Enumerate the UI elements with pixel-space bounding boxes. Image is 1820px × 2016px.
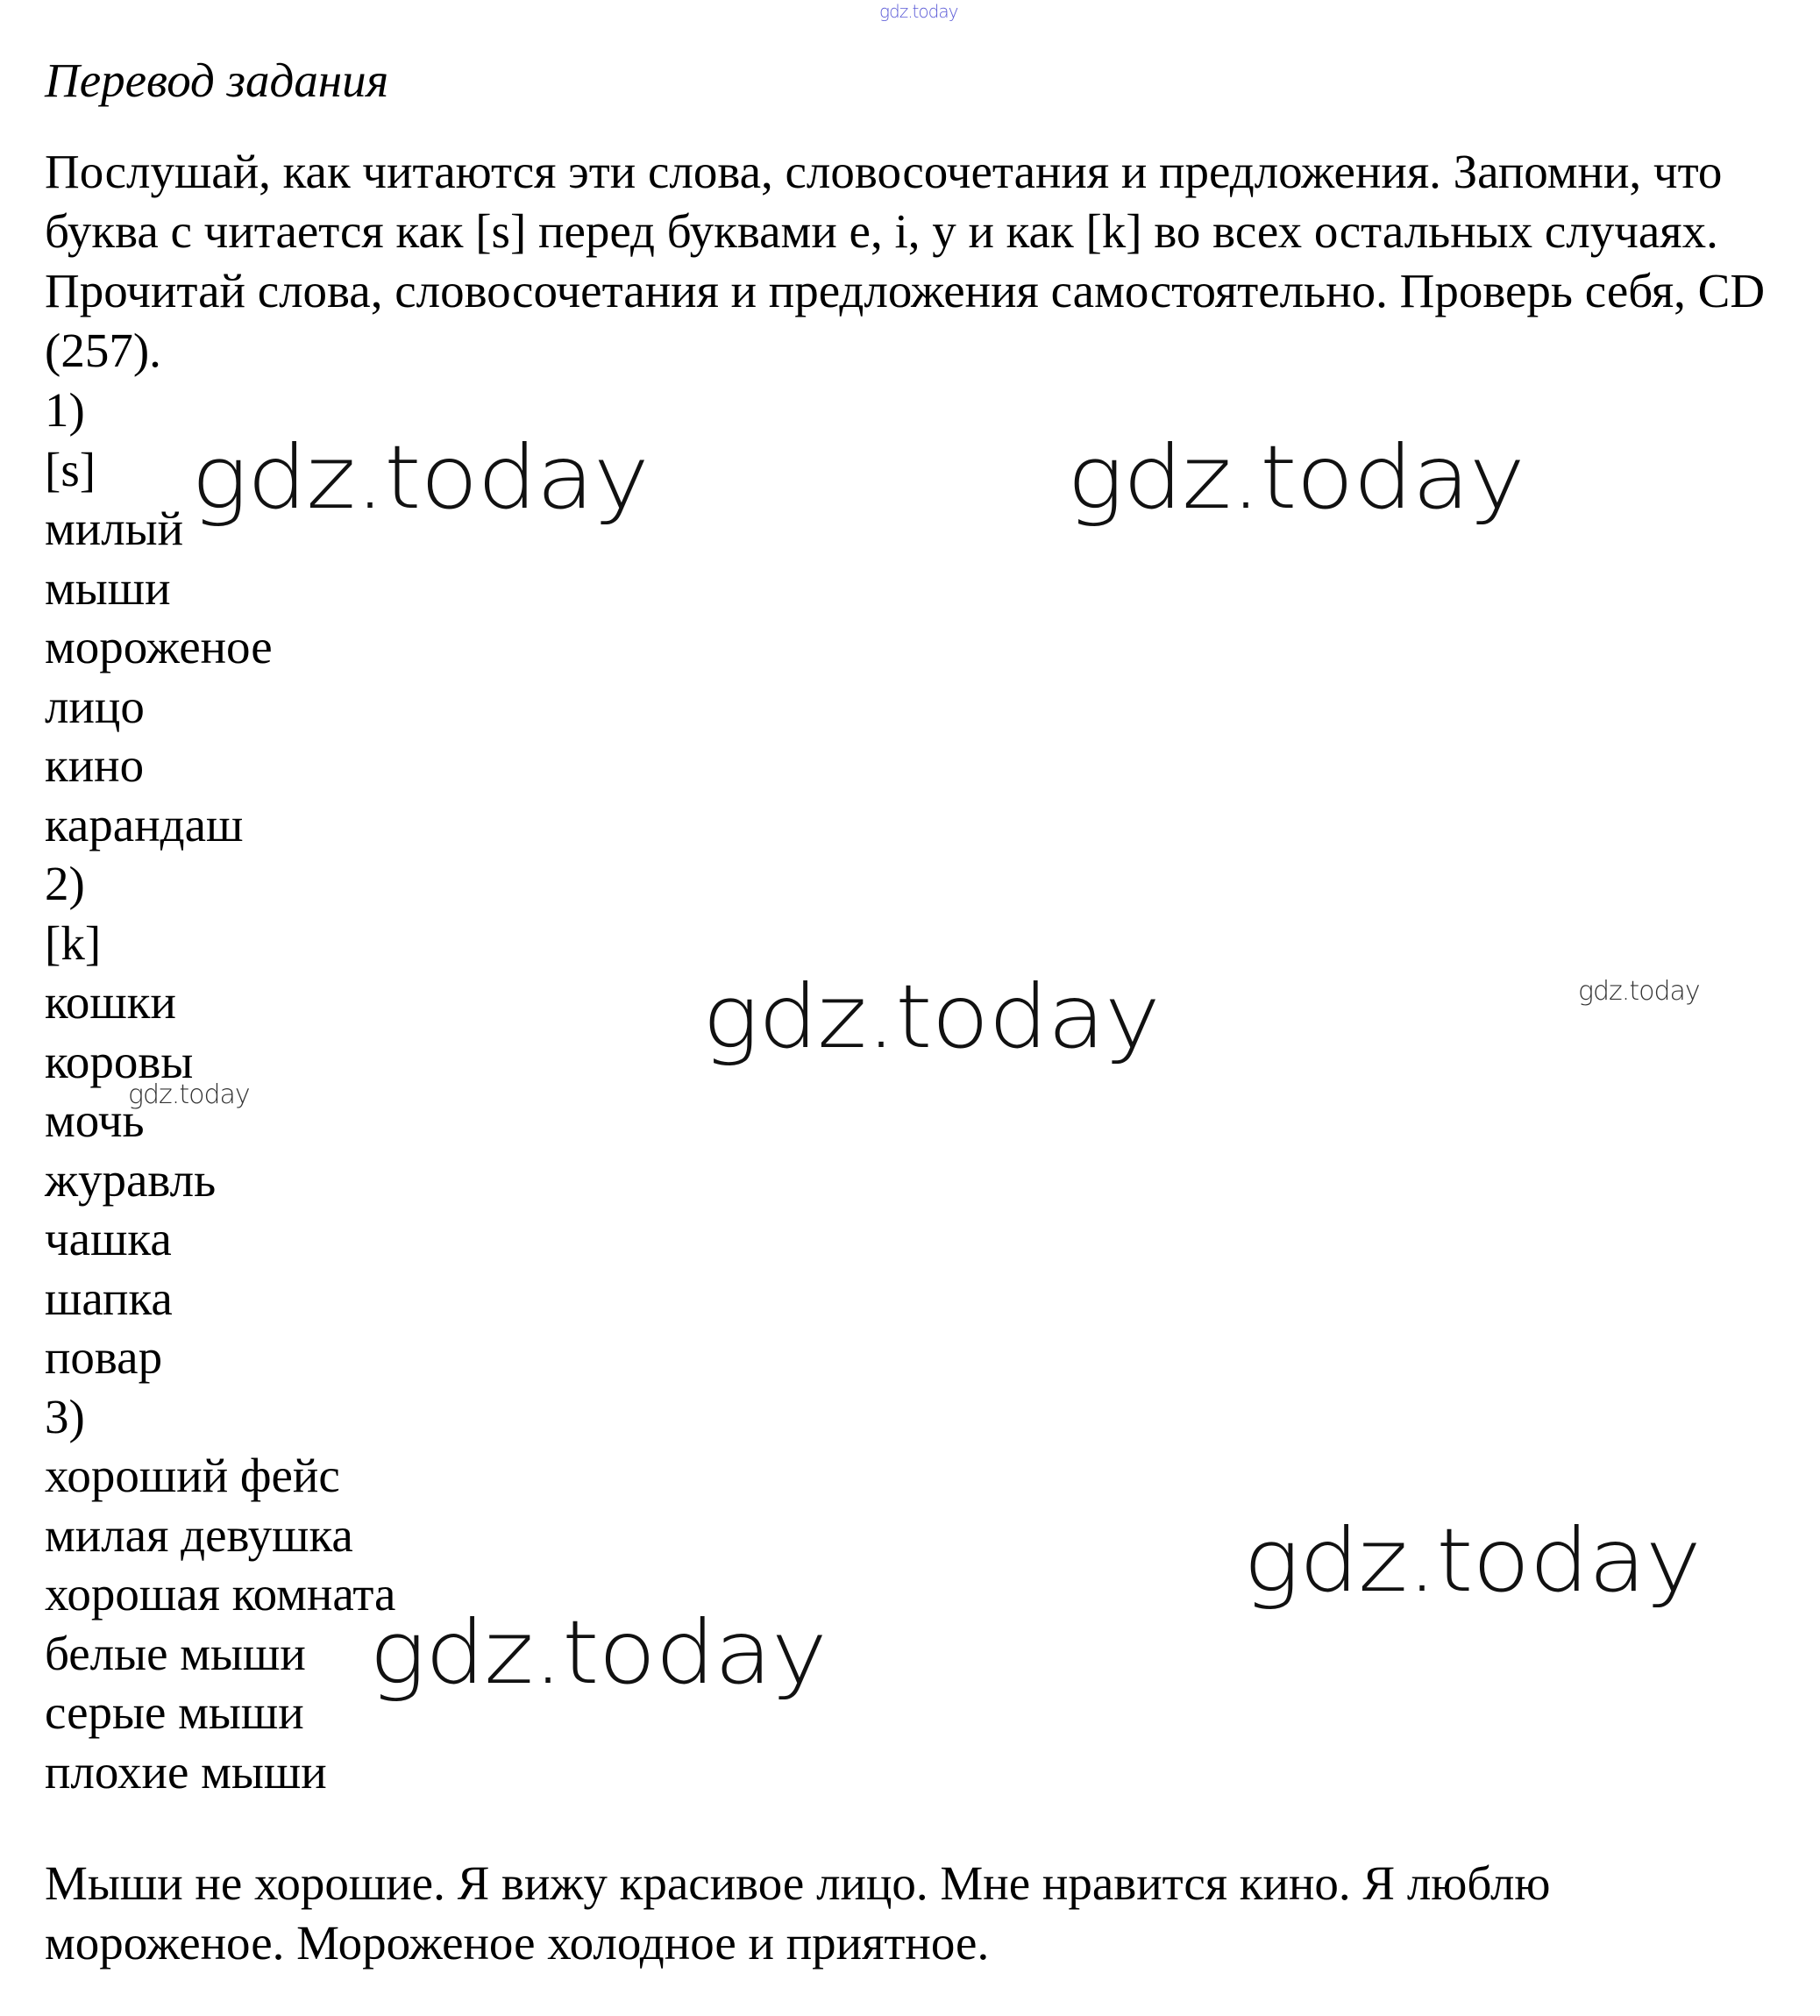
watermark: gdz.today	[191, 426, 649, 529]
list-item: повар	[45, 1330, 163, 1384]
instructions-text: Послушай, как читаются эти слова, словосочетания и предложения. Запомни, что буква c читается как [s] перед буквами e, i, y и как [k] во всех остальных случаях. Прочитай слова, словосочетания и предложения самостоятельно. Проверь себя, CD (257).	[45, 145, 1766, 377]
list-item: [k]	[45, 915, 102, 970]
list-item: плохие мыши	[45, 1744, 327, 1799]
list-item: мочь	[45, 1093, 145, 1147]
list-item: 1)	[45, 383, 85, 437]
watermark: gdz.today	[702, 965, 1160, 1068]
list-item: шапка	[45, 1271, 173, 1325]
closing-text: Мыши не хорошие. Я вижу красивое лицо. Мне нравится кино. Я люблю мороженое. Мороженое холодное и приятное.	[45, 1856, 1551, 1970]
list-item: серые мыши	[45, 1685, 304, 1739]
task-instructions	[45, 142, 1789, 381]
list-item: мыши	[45, 560, 171, 615]
list-item: чашка	[45, 1212, 172, 1265]
list-item: журавль	[45, 1152, 217, 1207]
list-item: карандаш	[45, 797, 244, 851]
header-watermark: gdz.today	[879, 1, 958, 22]
list-item: [s]	[45, 442, 96, 496]
watermark: gdz.today	[1067, 426, 1525, 529]
page-title: Перевод задания	[45, 53, 389, 107]
list-item: кино	[45, 738, 145, 792]
list-item: 2)	[45, 857, 85, 910]
list-item: белые мыши	[45, 1626, 306, 1680]
closing-sentences	[45, 1854, 1789, 1973]
list-item: милый	[45, 502, 184, 555]
watermark: gdz.today	[369, 1601, 827, 1704]
watermark: gdz.today	[1243, 1509, 1701, 1612]
watermark: gdz.today	[1578, 976, 1700, 1007]
list-item: 3)	[45, 1389, 85, 1443]
list-item: хороший фейс	[45, 1449, 340, 1502]
list-item: хорошая комната	[45, 1567, 396, 1621]
list-item: лицо	[45, 679, 145, 733]
list-item: коровы	[45, 1034, 194, 1088]
list-item: кошки	[45, 975, 176, 1029]
watermark: gdz.today	[128, 1079, 250, 1110]
list-item: мороженое	[45, 620, 273, 673]
list-item: милая девушка	[45, 1507, 353, 1562]
